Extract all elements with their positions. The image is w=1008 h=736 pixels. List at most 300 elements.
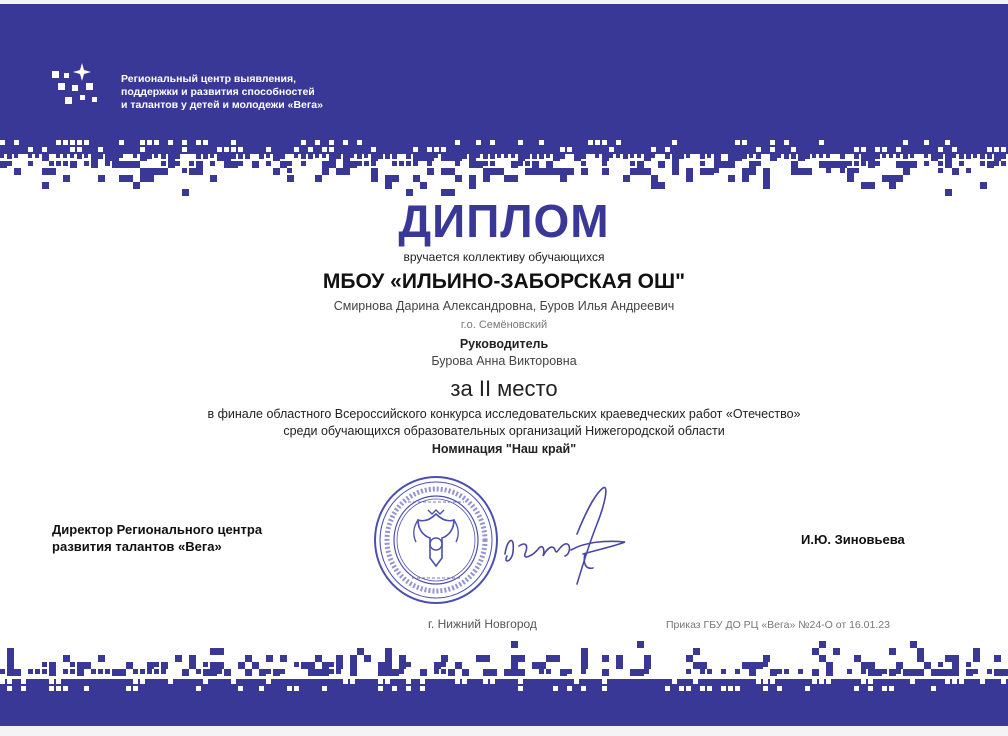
pixel-square <box>420 669 427 676</box>
pixel-square <box>763 686 768 691</box>
pixel-square <box>952 168 959 175</box>
pixel-square <box>910 154 914 158</box>
pixel-square <box>490 140 495 145</box>
pixel-square <box>679 154 684 159</box>
pixel-square <box>42 669 47 674</box>
pixel-square <box>987 669 992 674</box>
pixel-square <box>910 641 917 648</box>
pixel-square <box>868 686 873 691</box>
pixel-square <box>973 669 978 674</box>
pixel-square <box>406 161 411 166</box>
pixel-square <box>238 161 243 166</box>
pixel-square <box>322 686 327 691</box>
pixel-square <box>924 161 929 166</box>
pixel-square <box>476 655 483 662</box>
pixel-square <box>588 140 593 145</box>
pixel-square <box>259 669 266 676</box>
pixel-square <box>1001 154 1006 159</box>
district: г.о. Семёновский <box>460 319 548 331</box>
pixel-square <box>126 161 133 168</box>
pixel-square <box>504 154 508 158</box>
pixel-square <box>728 154 735 161</box>
pixel-square <box>567 168 574 175</box>
pixel-square <box>980 679 985 684</box>
pixel-square <box>672 140 677 145</box>
pixel-square <box>455 175 462 182</box>
pixel-square <box>350 662 357 669</box>
pixel-square <box>770 679 775 684</box>
pixel-square <box>861 147 866 152</box>
pixel-square <box>322 669 329 676</box>
pixel-square <box>959 679 964 684</box>
pixel-square <box>518 679 523 684</box>
pixel-square <box>455 679 460 684</box>
pixel-square <box>406 154 411 159</box>
pixel-square <box>581 161 586 166</box>
pixel-square <box>721 686 726 691</box>
pixel-square <box>889 182 896 189</box>
pixel-square <box>700 168 707 175</box>
pixel-square <box>882 154 886 158</box>
pixel-square <box>833 648 840 655</box>
pixel-square <box>693 648 700 655</box>
pixel-square <box>938 669 945 676</box>
pixel-square <box>756 147 761 152</box>
pixel-square <box>770 669 777 676</box>
pixel-square <box>49 168 56 175</box>
pixel-square <box>616 154 620 158</box>
pixel-square <box>175 161 180 166</box>
pixel-square <box>630 154 634 158</box>
pixel-square <box>693 662 700 669</box>
pixel-square <box>644 154 651 161</box>
pixel-square <box>70 147 75 152</box>
pixel-square <box>105 669 110 674</box>
pixel-square <box>350 154 354 158</box>
pixel-square <box>819 154 823 158</box>
pixel-square <box>462 669 469 676</box>
pixel-square <box>581 662 588 669</box>
pixel-square <box>462 154 467 159</box>
pixel-square <box>105 154 112 161</box>
pixel-square <box>483 175 490 182</box>
pixel-square <box>168 161 175 168</box>
pixel-square <box>518 686 523 691</box>
pixel-square <box>847 161 852 166</box>
pixel-square <box>133 669 138 674</box>
pixel-square <box>329 161 336 168</box>
pixel-square <box>924 140 929 145</box>
pixel-square <box>756 154 761 159</box>
order-reference: Приказ ГБУ ДО РЦ «Вега» №24-О от 16.01.23 <box>666 619 890 631</box>
pixel-square <box>476 161 483 168</box>
pixel-square <box>294 154 298 158</box>
pixel-square <box>203 154 208 159</box>
pixel-square <box>35 154 39 158</box>
pixel-square <box>560 147 565 152</box>
pixel-square <box>455 154 462 161</box>
pixel-square <box>700 669 705 674</box>
pixel-square <box>196 168 203 175</box>
pixel-square <box>987 154 992 159</box>
pixel-square <box>973 655 980 662</box>
pixel-square <box>126 662 133 669</box>
pixel-square <box>336 655 343 662</box>
pixel-square <box>854 168 859 173</box>
pixel-square <box>91 161 98 168</box>
pixel-square <box>308 669 315 676</box>
pixel-square <box>994 669 1001 676</box>
contest-line-1: в финале областного Всероссийского конкурса исследовательских краеведческих работ «Отечество» <box>207 407 801 421</box>
pixel-square <box>448 669 455 676</box>
pixel-square <box>231 154 236 159</box>
pixel-square <box>756 161 761 166</box>
pixel-square <box>679 686 684 691</box>
pixel-square <box>686 686 691 691</box>
pixel-square <box>819 655 826 662</box>
pixel-square <box>910 161 917 168</box>
pixel-square <box>490 154 495 159</box>
pixel-square <box>378 686 383 691</box>
pixel-square <box>770 140 775 145</box>
pixel-square <box>420 182 427 189</box>
pixel-square <box>427 168 434 175</box>
pixel-square <box>77 147 82 152</box>
pixel-square <box>406 679 411 684</box>
pixel-square <box>28 669 33 674</box>
pixel-square <box>399 662 406 669</box>
pixel-square <box>784 154 789 159</box>
pixel-square <box>378 154 383 159</box>
star-dots-logo-icon <box>50 59 100 111</box>
pixel-square <box>448 154 455 161</box>
director-title-line: развития талантов «Вега» <box>52 539 222 554</box>
pixel-square <box>777 669 782 674</box>
pixel-square <box>1001 147 1006 152</box>
pixel-square <box>238 686 243 691</box>
pixel-square <box>56 161 61 166</box>
pixel-square <box>105 161 110 166</box>
pixel-square <box>518 161 523 166</box>
official-seal-icon <box>372 474 500 606</box>
pixel-square <box>70 140 75 145</box>
pixel-square <box>280 154 285 159</box>
pixel-square <box>399 669 404 674</box>
pixel-square <box>546 669 551 674</box>
pixel-square <box>259 686 264 691</box>
pixel-square <box>658 182 665 189</box>
pixel-square <box>532 662 539 669</box>
pixel-square <box>280 161 287 168</box>
pixel-square <box>98 655 105 662</box>
pixel-square <box>140 140 145 145</box>
pixel-square <box>217 669 222 674</box>
pixel-square <box>770 147 775 152</box>
pixel-square <box>875 154 880 159</box>
pixel-square <box>539 154 544 159</box>
pixel-square <box>686 655 693 662</box>
pixel-square <box>98 175 105 182</box>
pixel-square <box>336 662 343 669</box>
pixel-square <box>392 154 397 159</box>
pixel-square <box>959 161 964 166</box>
pixel-square <box>140 679 145 684</box>
pixel-square <box>469 161 476 168</box>
pixel-square <box>154 154 158 158</box>
pixel-square <box>378 662 385 669</box>
pixel-square <box>441 147 446 152</box>
pixel-square <box>315 140 320 145</box>
pixel-square <box>504 669 511 676</box>
pixel-square <box>126 175 133 182</box>
pixel-square <box>749 154 753 158</box>
pixel-square <box>217 147 222 152</box>
pixel-square <box>525 154 530 159</box>
pixel-square <box>483 161 488 166</box>
pixel-square <box>504 175 511 182</box>
pixel-square <box>511 641 518 648</box>
pixel-square <box>945 140 950 145</box>
pixel-square <box>371 175 378 182</box>
pixel-square <box>952 655 959 662</box>
pixel-square <box>56 154 60 158</box>
pixel-square <box>336 669 341 674</box>
pixel-square <box>602 161 607 166</box>
pixel-square <box>273 154 280 161</box>
pixel-square <box>518 140 523 145</box>
pixel-square <box>217 662 224 669</box>
supervisor-name: Бурова Анна Викторовна <box>431 354 577 368</box>
pixel-square <box>854 147 859 152</box>
pixel-square <box>364 655 371 662</box>
pixel-square <box>231 679 236 684</box>
pixel-square <box>721 669 726 674</box>
pixel-square <box>161 161 166 166</box>
pixel-square <box>98 669 103 674</box>
pixel-square <box>266 161 271 166</box>
pixel-square <box>952 662 959 669</box>
pixel-square <box>945 154 952 161</box>
pixel-square <box>329 147 334 152</box>
pixel-square <box>427 147 432 152</box>
pixel-square <box>273 168 280 175</box>
pixel-square <box>945 669 952 676</box>
pixel-square <box>399 161 404 166</box>
pixel-square <box>553 655 560 662</box>
pixel-square <box>672 154 679 161</box>
pixel-square <box>742 168 749 175</box>
pixel-square <box>350 655 357 662</box>
pixel-square <box>371 147 376 152</box>
pixel-square <box>266 655 273 662</box>
pixel-square <box>847 175 854 182</box>
pixel-square <box>385 175 392 182</box>
pixel-square <box>896 669 901 674</box>
pixel-square <box>637 168 644 175</box>
pixel-square <box>630 168 637 175</box>
pixel-square <box>469 154 476 161</box>
pixel-square <box>0 161 7 168</box>
pixel-square <box>182 168 187 173</box>
pixel-square <box>308 662 315 669</box>
pixel-square <box>861 161 866 166</box>
pixel-square <box>546 154 550 158</box>
pixel-square <box>952 679 957 684</box>
pixel-square <box>798 669 803 674</box>
pixel-square <box>238 154 243 159</box>
pixel-square <box>420 154 427 161</box>
pixel-square <box>28 154 32 158</box>
pixel-square <box>329 140 334 145</box>
pixel-square <box>847 168 854 175</box>
pixel-square <box>882 686 887 691</box>
pixel-square <box>385 662 392 669</box>
pixel-square <box>973 154 977 158</box>
pixel-square <box>840 168 845 173</box>
pixel-square <box>728 175 735 182</box>
pixel-square <box>966 154 971 159</box>
pixel-square <box>644 662 651 669</box>
pixel-square <box>987 161 994 168</box>
pixel-square <box>273 669 280 676</box>
pixel-square <box>301 154 306 159</box>
pixel-square <box>329 669 334 674</box>
pixel-square <box>147 154 152 159</box>
pixel-square <box>553 154 560 161</box>
pixel-square <box>434 662 441 669</box>
pixel-square <box>168 140 173 145</box>
pixel-square <box>189 161 194 166</box>
pixel-square <box>434 669 439 674</box>
pixel-square <box>959 154 964 159</box>
pixel-square <box>280 669 285 674</box>
pixel-square <box>644 669 649 674</box>
pixel-square <box>189 662 196 669</box>
pixel-square <box>147 662 154 669</box>
pixel-square <box>903 168 910 175</box>
pixel-square <box>511 669 518 676</box>
school-name: МБОУ «ИЛЬИНО-ЗАБОРСКАЯ ОШ" <box>322 270 686 293</box>
pixel-square <box>602 655 609 662</box>
pixel-square <box>581 655 588 662</box>
pixel-square <box>931 669 938 676</box>
pixel-square <box>903 154 908 159</box>
pixel-square <box>931 686 936 691</box>
pixel-square <box>868 161 875 168</box>
pixel-square <box>63 655 70 662</box>
pixel-square <box>938 147 943 152</box>
pixel-square <box>896 175 903 182</box>
pixel-square <box>777 154 781 158</box>
pixel-square <box>49 669 56 676</box>
pixel-square <box>763 182 770 189</box>
pixel-square <box>483 154 488 159</box>
pixel-square <box>189 655 196 662</box>
pixel-square <box>630 161 635 166</box>
pixel-square <box>721 161 728 168</box>
pixel-square <box>707 686 712 691</box>
pixel-square <box>896 662 903 669</box>
pixel-square <box>154 669 159 674</box>
pixel-square <box>567 147 572 152</box>
pixel-square <box>637 641 644 648</box>
pixel-square <box>917 648 924 655</box>
pixel-square <box>861 679 866 684</box>
pixel-square <box>196 140 201 145</box>
pixel-square <box>546 161 553 168</box>
awarded-to: вручается коллективу обучающихся <box>403 250 605 264</box>
pixel-square <box>378 669 385 676</box>
pixel-square <box>742 662 749 669</box>
pixel-square <box>308 147 313 152</box>
pixel-square <box>595 154 599 158</box>
pixel-square <box>84 161 89 166</box>
pixel-square <box>945 655 952 662</box>
place: за II место <box>450 376 558 401</box>
pixel-square <box>42 154 49 161</box>
pixel-square <box>119 175 126 182</box>
pixel-square <box>651 154 655 158</box>
pixel-square <box>623 154 628 159</box>
pixel-square <box>63 161 68 166</box>
pixel-square <box>651 175 658 182</box>
pixel-square <box>546 655 553 662</box>
pixel-square <box>175 655 182 662</box>
pixel-square <box>161 662 168 669</box>
pixel-square <box>112 669 119 676</box>
pixel-square <box>315 154 319 158</box>
pixel-square <box>245 655 252 662</box>
pixel-square <box>343 168 350 175</box>
pixel-square <box>287 168 292 173</box>
pixel-square <box>364 154 368 158</box>
pixel-square <box>742 175 749 182</box>
pixel-square <box>994 655 1001 662</box>
pixel-square <box>140 154 147 161</box>
pixel-square <box>119 140 124 145</box>
pixel-square <box>7 669 14 676</box>
pixel-square <box>315 175 322 182</box>
pixel-square <box>420 686 425 691</box>
pixel-square <box>483 655 490 662</box>
pixel-square <box>490 679 495 684</box>
pixel-square <box>189 168 196 175</box>
pixel-square <box>154 662 159 667</box>
pixel-square <box>861 669 866 674</box>
pixel-square <box>644 655 651 662</box>
pixel-square <box>791 154 796 159</box>
pixel-square <box>35 669 40 674</box>
pixel-square <box>371 161 376 166</box>
pixel-square <box>385 655 392 662</box>
supervisor-label: Руководитель <box>459 337 549 351</box>
pixel-square <box>812 679 817 684</box>
pixel-square <box>938 161 943 166</box>
pixel-square <box>511 175 518 182</box>
pixel-square <box>805 168 812 175</box>
pixel-square <box>42 147 47 152</box>
pixel-square <box>385 154 390 159</box>
pixel-square <box>994 154 1001 161</box>
pixel-square <box>581 686 586 691</box>
pixel-square <box>567 686 572 691</box>
pixel-square <box>560 669 567 676</box>
pixel-square <box>112 161 119 168</box>
pixel-square <box>903 161 910 168</box>
pixel-square <box>0 679 5 684</box>
pixel-square <box>854 154 859 159</box>
pixel-square <box>868 154 875 161</box>
